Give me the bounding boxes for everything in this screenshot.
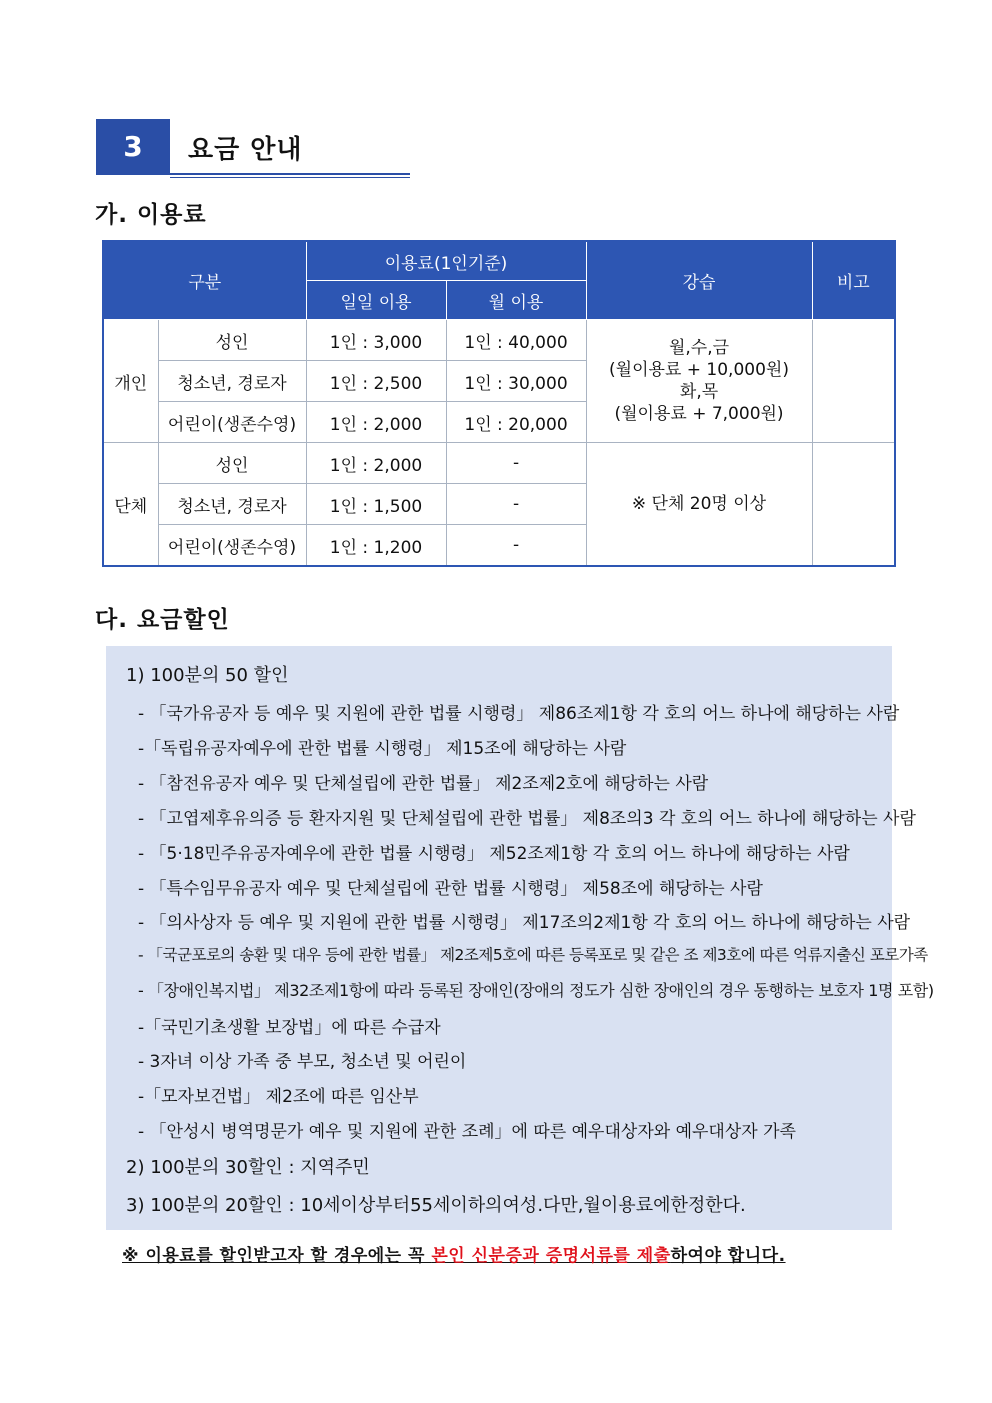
header-fee-group: 이용료(1인기준) (306, 241, 586, 281)
discount-list-item: - 「고엽제후유의증 등 환자지원 및 단체설립에 관한 법률」 제8조의3 각 호의 어느 하나에 해당하는 사람 (138, 809, 916, 829)
row-monthly: - (446, 525, 586, 567)
header-daily: 일일 이용 (306, 281, 446, 320)
discount-item-2: 2) 100분의 30할인 : 지역주민 (126, 1157, 370, 1178)
discount-notice (122, 1241, 786, 1266)
note-organization (812, 443, 895, 567)
lesson-line: 화,목 (679, 382, 719, 402)
discount-list-item: - 「안성시 병역명문가 예우 및 지원에 관한 조례」에 따른 예우대상자와 예우대상자 가족 (138, 1122, 796, 1142)
header-note: 비고 (812, 241, 895, 320)
discount-list-item: - 「참전유공자 예우 및 단체설립에 관한 법률」 제2조제2호에 해당하는 사람 (138, 774, 709, 794)
row-monthly: 1인 : 40,000 (446, 320, 586, 361)
lesson-individual (586, 320, 812, 443)
row-daily: 1인 : 3,000 (306, 320, 446, 361)
row-daily: 1인 : 1,500 (306, 484, 446, 525)
row-type: 성인 (158, 443, 306, 484)
discount-item-1: 1) 100분의 50 할인 (126, 665, 289, 686)
row-type: 어린이(생존수영) (158, 525, 306, 567)
group-organization: 단체 (103, 443, 158, 567)
section-title: 요금 안내 (188, 135, 303, 165)
row-monthly: - (446, 443, 586, 484)
row-daily: 1인 : 2,500 (306, 361, 446, 402)
row-monthly: - (446, 484, 586, 525)
row-type: 청소년, 경로자 (158, 484, 306, 525)
discount-list-item: - 3자녀 이상 가족 중 부모, 청소년 및 어린이 (138, 1052, 467, 1072)
header-lesson: 강습 (586, 241, 812, 320)
lesson-line: (월이용료 + 7,000원) (614, 404, 784, 424)
lesson-organization: ※ 단체 20명 이상 (586, 443, 812, 567)
section-header (96, 119, 410, 179)
discount-list-item: -「모자보건법」 제2조에 따른 임산부 (138, 1087, 419, 1107)
note-individual (812, 320, 895, 443)
row-type: 청소년, 경로자 (158, 361, 306, 402)
section-underline (170, 173, 410, 175)
section-number: 3 (96, 119, 170, 175)
row-monthly: 1인 : 20,000 (446, 402, 586, 443)
discount-item-3: 3) 100분의 20할인 : 10세이상부터55세이하의여성.다만,월이용료에한정한다. (126, 1195, 746, 1216)
header-monthly: 월 이용 (446, 281, 586, 320)
row-type: 어린이(생존수영) (158, 402, 306, 443)
subsection-discount-title: 다. 요금할인 (95, 607, 230, 633)
discount-list-item: - 「의사상자 등 예우 및 지원에 관한 법률 시행령」 제17조의2제1항 각 호의 어느 하나에 해당하는 사람 (138, 913, 911, 933)
row-type: 성인 (158, 320, 306, 361)
discount-box (106, 646, 934, 1230)
notice-prefix: ※ 이용료를 할인받고자 할 경우에는 꼭 (122, 1246, 432, 1266)
lesson-line: 월,수,금 (668, 338, 730, 358)
header-category: 구분 (103, 241, 306, 320)
notice-highlight: 본인 신분증과 증명서류를 제출 (431, 1246, 671, 1266)
notice-suffix: 하여야 합니다. (670, 1246, 786, 1266)
lesson-line: (월이용료 + 10,000원) (609, 360, 789, 380)
discount-list-item: -「독립유공자예우에 관한 법률 시행령」 제15조에 해당하는 사람 (138, 739, 627, 759)
discount-list-item: -「국민기초생활 보장법」에 따른 수급자 (138, 1018, 441, 1038)
discount-list-item: - 「국군포로의 송환 및 대우 등에 관한 법률」 제2조제5호에 따른 등록포로 및 같은 조 제3호에 따른 억류지출신 포로가족 (138, 946, 928, 964)
discount-list-item: - 「국가유공자 등 예우 및 지원에 관한 법률 시행령」 제86조제1항 각 호의 어느 하나에 해당하는 사람 (138, 704, 900, 724)
section-underline-thin (170, 177, 410, 178)
row-daily: 1인 : 2,000 (306, 402, 446, 443)
subsection-fees-title: 가. 이용료 (95, 202, 207, 228)
discount-list-item: - 「장애인복지법」 제32조제1항에 따라 등록된 장애인(장애의 정도가 심한 장애인의 경우 동행하는 보호자 1명 포함) (138, 981, 934, 1000)
fee-table (102, 240, 896, 567)
row-daily: 1인 : 2,000 (306, 443, 446, 484)
group-individual: 개인 (103, 320, 158, 443)
row-daily: 1인 : 1,200 (306, 525, 446, 567)
discount-list-item: - 「특수임무유공자 예우 및 단체설립에 관한 법률 시행령」 제58조에 해당하는 사람 (138, 879, 763, 899)
row-monthly: 1인 : 30,000 (446, 361, 586, 402)
discount-list-item: - 「5·18민주유공자예우에 관한 법률 시행령」 제52조제1항 각 호의 어느 하나에 해당하는 사람 (138, 844, 850, 864)
